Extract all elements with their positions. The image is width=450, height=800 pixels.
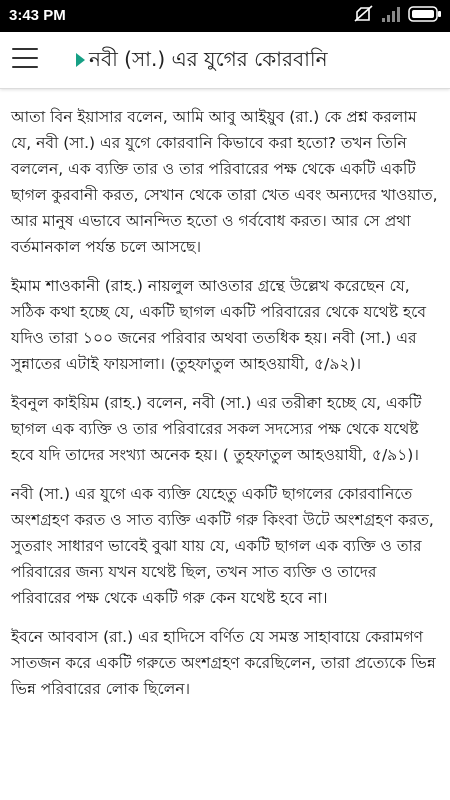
signal-icon xyxy=(382,6,402,26)
article-content xyxy=(0,104,450,715)
play-arrow-icon xyxy=(76,53,85,67)
status-time: 3:43 PM xyxy=(9,7,66,24)
hamburger-menu-icon[interactable] xyxy=(12,48,38,68)
no-sim-icon xyxy=(354,5,376,27)
app-bar xyxy=(0,32,450,89)
article-paragraph: ইমাম শাওকানী (রাহ.) নায়লুল আওতার গ্রন্থে উল্লেখ করেছেন যে, সঠিক কথা হচ্ছে যে, একটি ছাগল একটি পরিবারের থেকে যথেষ্ট হবে যদিও তারা ১০০ জনের পরিবার অথবা ততধিক হয়। নবী (সা.) এর সুন্নাতের এটাই ফায়সালা। (তুহফাতুল আহওয়াযী, ৫/৯২)। xyxy=(11,277,427,373)
article-paragraph: ইবনুল কাইয়িম (রাহ.) বলেন, নবী (সা.) এর তরীক্বা হচ্ছে যে, একটি ছাগল এক ব্যক্তি ও তার পরিবারের সকল সদস্যের পক্ষ থেকে যথেষ্ট হবে যদি তাদের সংখ্যা অনেক হয়। ( তুহফাতুল আহওয়াযী, ৫/৯১)। xyxy=(11,394,422,464)
article-paragraph: ইবনে আববাস (রা.) এর হাদিসে বর্ণিত যে সমস্ত সাহাবায়ে কেরামগণ সাতজন করে একটি গরুতে অংশগ্রহণ করেছিলেন, তারা প্রত্যেকে ভিন্ন ভিন্ন পরিবারের লোক ছিলেন। xyxy=(11,628,436,698)
article-paragraph: আতা বিন ইয়াসার বলেন, আমি আবু আইয়ুব (রা.) কে প্রশ্ন করলাম যে, নবী (সা.) এর যুগে কোরবানি কিভাবে করা হতো? তখন তিনি বললেন, এক ব্যক্তি তার ও তার পরিবারের পক্ষ থেকে একটি একটি ছাগল কুরবানী করত, সেখান থেকে তারা খেত এবং অন্যদের খাওয়াত, আর মানুষ এভাবে আনন্দিত হতো ও গর্ববোধ করত। আর সে প্রথা বর্তমানকাল পর্যন্ত চলে আসছে। xyxy=(11,108,438,256)
status-bar xyxy=(0,0,450,32)
battery-icon xyxy=(408,6,442,26)
article-paragraph: নবী (সা.) এর যুগে এক ব্যক্তি যেহেতু একটি ছাগলের কোরবানিতে অংশগ্রহণ করত ও সাত ব্যক্তি একটি গরু কিংবা উটে অংশগ্রহণ করত, সুতরাং সাধারণ ভাবেই বুঝা যায় যে, একটি ছাগল এক ব্যক্তি ও তার পরিবারের জন্য যখন যথেষ্ট ছিল, তখন সাত ব্যক্তি ও তাদের পরিবারের পক্ষ থেকে একটি গরু কেন যথেষ্ট হবে না। xyxy=(11,485,434,607)
page-title: নবী (সা.) এর যুগের কোরবানি xyxy=(89,47,328,71)
status-icons xyxy=(354,6,442,26)
